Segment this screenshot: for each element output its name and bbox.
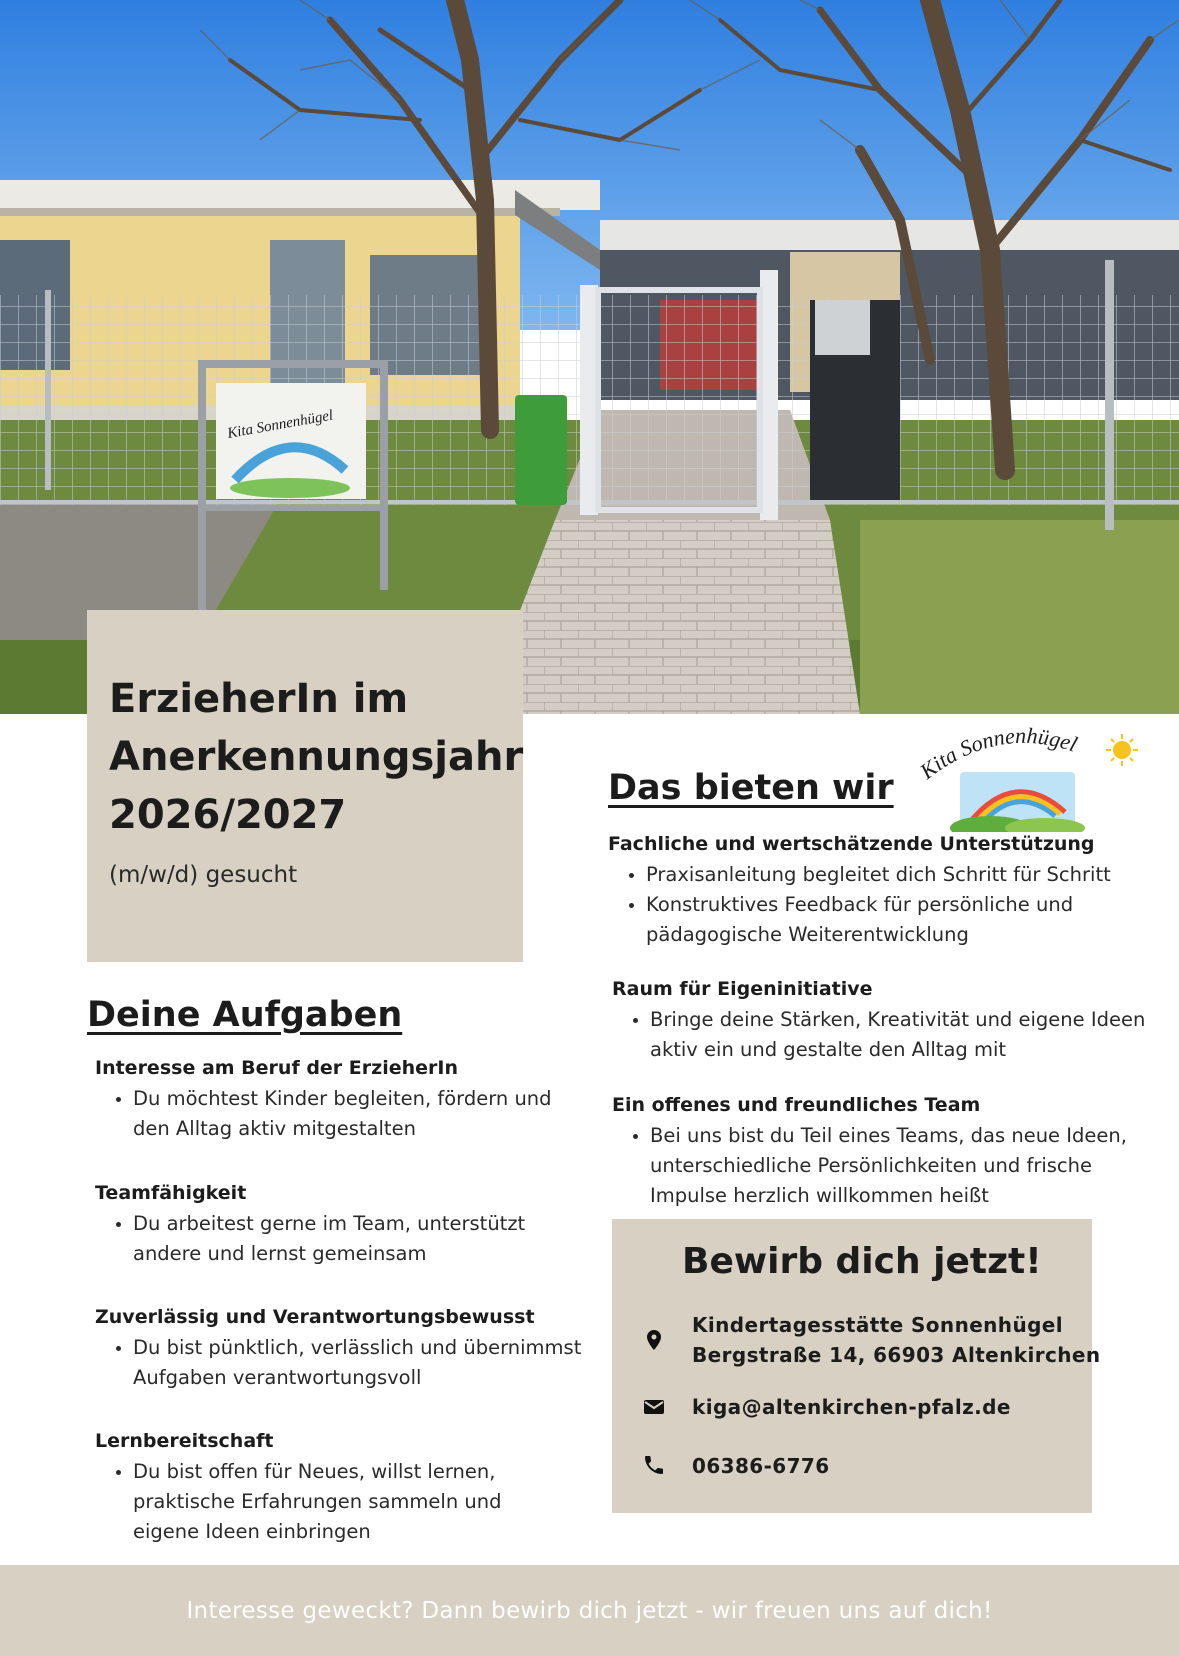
mail-icon — [642, 1395, 666, 1419]
kita-building-photo — [0, 0, 1179, 714]
group-title: Fachliche und wertschätzende Unterstützung — [608, 833, 1095, 855]
kita-address: Bergstraße 14, 66903 Altenkirchen — [692, 1343, 1101, 1367]
contact-box — [612, 1219, 1101, 1513]
phone-row — [642, 1451, 830, 1481]
email-link[interactable]: kiga@altenkirchen-pfalz.de — [692, 1395, 1011, 1419]
apply-now-heading: Bewirb dich jetzt! — [682, 1241, 1042, 1282]
kita-name: Kindertagesstätte Sonnenhügel — [692, 1313, 1064, 1337]
aufgaben-group-reliability — [95, 1303, 595, 1393]
footer-banner — [0, 1565, 1179, 1656]
rainbow-hill-icon — [950, 772, 1085, 832]
list-item: • Konstruktives Feedback für persönliche und pädagogische Weiterentwicklung — [646, 890, 1168, 950]
list-item: • Du möchtest Kinder begleiten, fördern und den Alltag aktiv mitgestalten — [133, 1084, 575, 1144]
phone-icon — [642, 1453, 666, 1477]
sign-text: Kita Sonnenhügel — [226, 407, 335, 442]
job-title-line-3: 2026/2027 — [109, 792, 347, 838]
list-item: • Du bist offen für Neues, willst lernen, praktische Erfahrungen sammeln und eigene Ideen einbringen — [133, 1457, 535, 1547]
title-box — [87, 610, 523, 962]
aufgaben-heading: Deine Aufgaben — [87, 995, 403, 1035]
logo-text: Kita Sonnenhügel — [915, 722, 1081, 784]
bieten-group-support — [608, 830, 1168, 950]
bieten-group-initiative — [612, 975, 1172, 1065]
list-item: • Praxisanleitung begleitet dich Schritt für Schritt — [646, 860, 1168, 890]
group-title: Interesse am Beruf der ErzieherIn — [95, 1057, 458, 1079]
email-row — [642, 1392, 1011, 1422]
job-title-line-2: Anerkennungsjahr — [109, 734, 524, 780]
bieten-heading: Das bieten wir — [608, 768, 894, 808]
list-item: • Bei uns bist du Teil eines Teams, das neue Ideen, unterschiedliche Persönlichkeiten und frische Impulse herzlich willkommen heißt — [650, 1121, 1172, 1211]
list-item: • Du arbeitest gerne im Team, unterstützt andere und lernst gemeinsam — [133, 1209, 575, 1269]
sun-icon — [1106, 734, 1138, 766]
group-title: Ein offenes und freundliches Team — [612, 1094, 981, 1116]
group-title: Teamfähigkeit — [95, 1182, 247, 1204]
job-title — [109, 670, 524, 844]
footer-text: Interesse geweckt? Dann bewirb dich jetzt - wir freuen uns auf dich! — [186, 1597, 993, 1624]
bieten-group-team — [612, 1091, 1172, 1211]
job-subtitle: (m/w/d) gesucht — [109, 862, 298, 888]
job-title-line-1: ErzieherIn im — [109, 676, 409, 722]
aufgaben-group-teamwork — [95, 1179, 575, 1269]
aufgaben-group-interest — [95, 1054, 575, 1144]
list-item: • Bringe deine Stärken, Kreativität und eigene Ideen aktiv ein und gestalte den Alltag mit — [650, 1005, 1172, 1065]
location-pin-icon — [642, 1328, 666, 1352]
group-title: Raum für Eigeninitiative — [612, 978, 873, 1000]
list-item: • Du bist pünktlich, verlässlich und übernimmst Aufgaben verantwortungsvoll — [133, 1333, 595, 1393]
address-row — [642, 1310, 1100, 1370]
phone-number[interactable]: 06386-6776 — [692, 1454, 830, 1478]
group-title: Zuverlässig und Verantwortungsbewusst — [95, 1306, 535, 1328]
aufgaben-group-learning — [95, 1427, 535, 1547]
kita-logo — [915, 722, 1140, 832]
group-title: Lernbereitschaft — [95, 1430, 274, 1452]
